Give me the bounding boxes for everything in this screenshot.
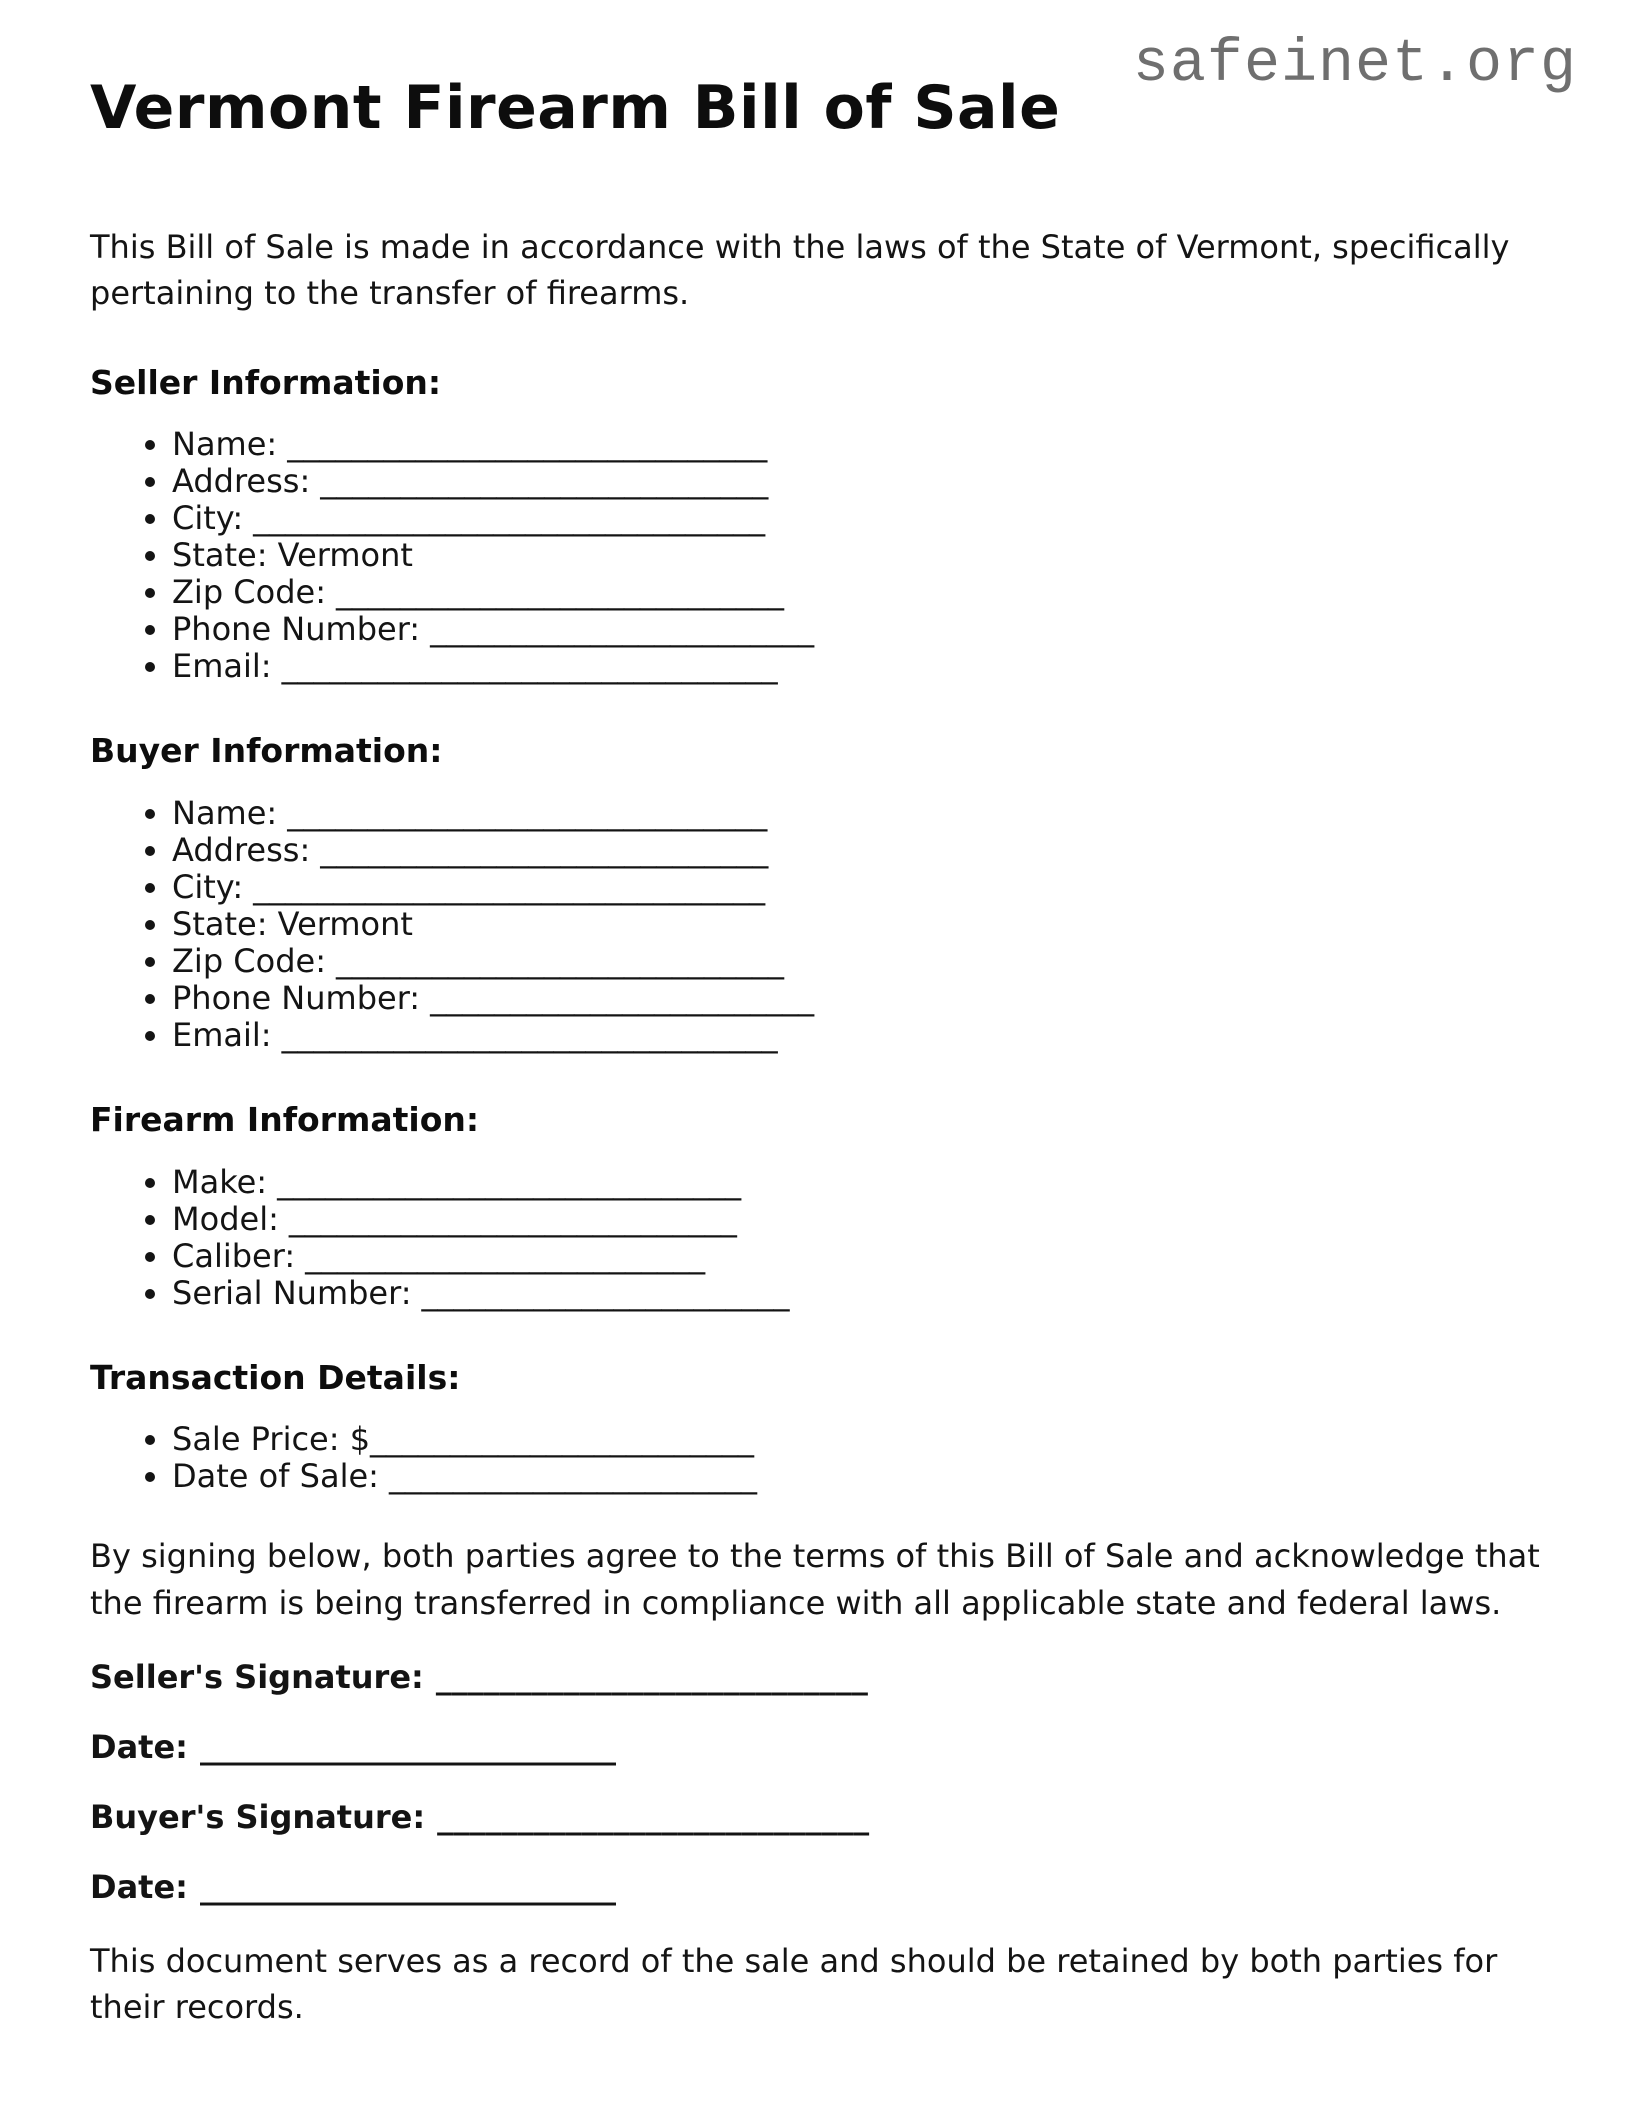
- seller-address-blank: ____________________________: [320, 462, 769, 501]
- buyer-name-field: [172, 795, 1574, 832]
- date-of-sale-blank: _______________________: [388, 1457, 757, 1496]
- buyer-signature-blank: ___________________________: [437, 1797, 870, 1836]
- seller-phone-label: Phone Number:: [172, 610, 421, 649]
- seller-phone-field: [172, 611, 1574, 648]
- firearm-model-label: Model:: [172, 1199, 279, 1238]
- seller-email-field: [172, 648, 1574, 685]
- transaction-details-list: [90, 1421, 1574, 1495]
- section-heading-buyer: Buyer Information:: [90, 731, 443, 771]
- buyer-address-blank: ____________________________: [320, 830, 769, 869]
- buyer-phone-field: [172, 980, 1574, 1017]
- firearm-make-field: [172, 1164, 1574, 1201]
- date-of-sale-label: Date of Sale:: [172, 1457, 379, 1496]
- buyer-zip-blank: ____________________________: [336, 941, 784, 980]
- intro-paragraph: This Bill of Sale is made in accordance with the laws of the State of Vermont, specifically pertaining to the transfer of firearms.: [90, 228, 1510, 313]
- seller-date-row: [90, 1728, 1574, 1766]
- seller-address-field: [172, 463, 1574, 500]
- section-heading-seller: Seller Information:: [90, 362, 442, 402]
- document-title: Vermont Firearm Bill of Sale: [90, 73, 1061, 143]
- firearm-serial-field: [172, 1275, 1574, 1312]
- seller-signature-blank: ___________________________: [435, 1657, 868, 1696]
- seller-phone-blank: ________________________: [430, 610, 815, 649]
- seller-name-blank: ______________________________: [287, 425, 768, 464]
- site-watermark: safeinet.org: [1132, 31, 1577, 99]
- buyer-name-label: Name:: [172, 793, 278, 832]
- buyer-email-field: [172, 1017, 1574, 1054]
- footer-note: This document serves as a record of the sale and should be retained by both parties for their records.: [90, 1941, 1498, 2027]
- sale-price-field: [172, 1421, 1574, 1458]
- buyer-address-field: [172, 832, 1574, 869]
- firearm-model-blank: ____________________________: [288, 1199, 737, 1238]
- date-of-sale-field: [172, 1458, 1574, 1495]
- buyer-phone-label: Phone Number:: [172, 978, 421, 1017]
- firearm-make-blank: _____________________________: [277, 1162, 742, 1201]
- seller-city-field: [172, 500, 1574, 537]
- section-heading-firearm: Firearm Information:: [90, 1099, 480, 1139]
- seller-date-blank: __________________________: [199, 1727, 616, 1766]
- section-heading-transaction: Transaction Details:: [90, 1357, 461, 1397]
- seller-name-field: [172, 426, 1574, 463]
- buyer-date-row: [90, 1868, 1574, 1906]
- sale-price-label: Sale Price: $: [172, 1420, 371, 1459]
- seller-signature-label: Seller's Signature:: [90, 1657, 424, 1696]
- seller-city-label: City:: [172, 499, 244, 538]
- buyer-date-blank: __________________________: [199, 1867, 616, 1906]
- seller-state-field: [172, 537, 1574, 574]
- firearm-info-list: [90, 1164, 1574, 1312]
- agreement-paragraph: By signing below, both parties agree to the terms of this Bill of Sale and acknowledge that the firearm is being transferred in compliance with all applicable state and federal laws.: [90, 1537, 1540, 1622]
- firearm-caliber-field: [172, 1238, 1574, 1275]
- seller-state-label: State: Vermont: [172, 536, 413, 575]
- buyer-name-blank: ______________________________: [287, 793, 768, 832]
- seller-city-blank: ________________________________: [253, 499, 766, 538]
- buyer-signature-label: Buyer's Signature:: [90, 1797, 426, 1836]
- buyer-email-label: Email:: [172, 1015, 272, 1054]
- buyer-city-label: City:: [172, 867, 244, 906]
- seller-info-list: [90, 426, 1574, 685]
- seller-zip-blank: ____________________________: [336, 573, 784, 612]
- sale-price-blank: ________________________: [370, 1420, 755, 1459]
- firearm-make-label: Make:: [172, 1162, 268, 1201]
- buyer-zip-label: Zip Code:: [172, 941, 326, 980]
- buyer-signature-row: [90, 1798, 1574, 1836]
- firearm-caliber-blank: _________________________: [305, 1236, 706, 1275]
- buyer-zip-field: [172, 943, 1574, 980]
- seller-signature-row: [90, 1658, 1574, 1696]
- buyer-address-label: Address:: [172, 830, 311, 869]
- buyer-state-label: State: Vermont: [172, 904, 413, 943]
- firearm-serial-label: Serial Number:: [172, 1273, 412, 1312]
- firearm-model-field: [172, 1201, 1574, 1238]
- seller-zip-label: Zip Code:: [172, 573, 326, 612]
- buyer-city-field: [172, 869, 1574, 906]
- buyer-phone-blank: ________________________: [430, 978, 815, 1017]
- firearm-serial-blank: _______________________: [421, 1273, 790, 1312]
- seller-address-label: Address:: [172, 462, 311, 501]
- seller-date-label: Date:: [90, 1727, 188, 1766]
- buyer-state-field: [172, 906, 1574, 943]
- buyer-email-blank: _______________________________: [281, 1015, 778, 1054]
- buyer-info-list: [90, 795, 1574, 1054]
- seller-email-label: Email:: [172, 647, 272, 686]
- buyer-date-label: Date:: [90, 1867, 188, 1906]
- seller-zip-field: [172, 574, 1574, 611]
- seller-email-blank: _______________________________: [281, 647, 778, 686]
- seller-name-label: Name:: [172, 425, 278, 464]
- buyer-city-blank: ________________________________: [253, 867, 766, 906]
- firearm-caliber-label: Caliber:: [172, 1236, 296, 1275]
